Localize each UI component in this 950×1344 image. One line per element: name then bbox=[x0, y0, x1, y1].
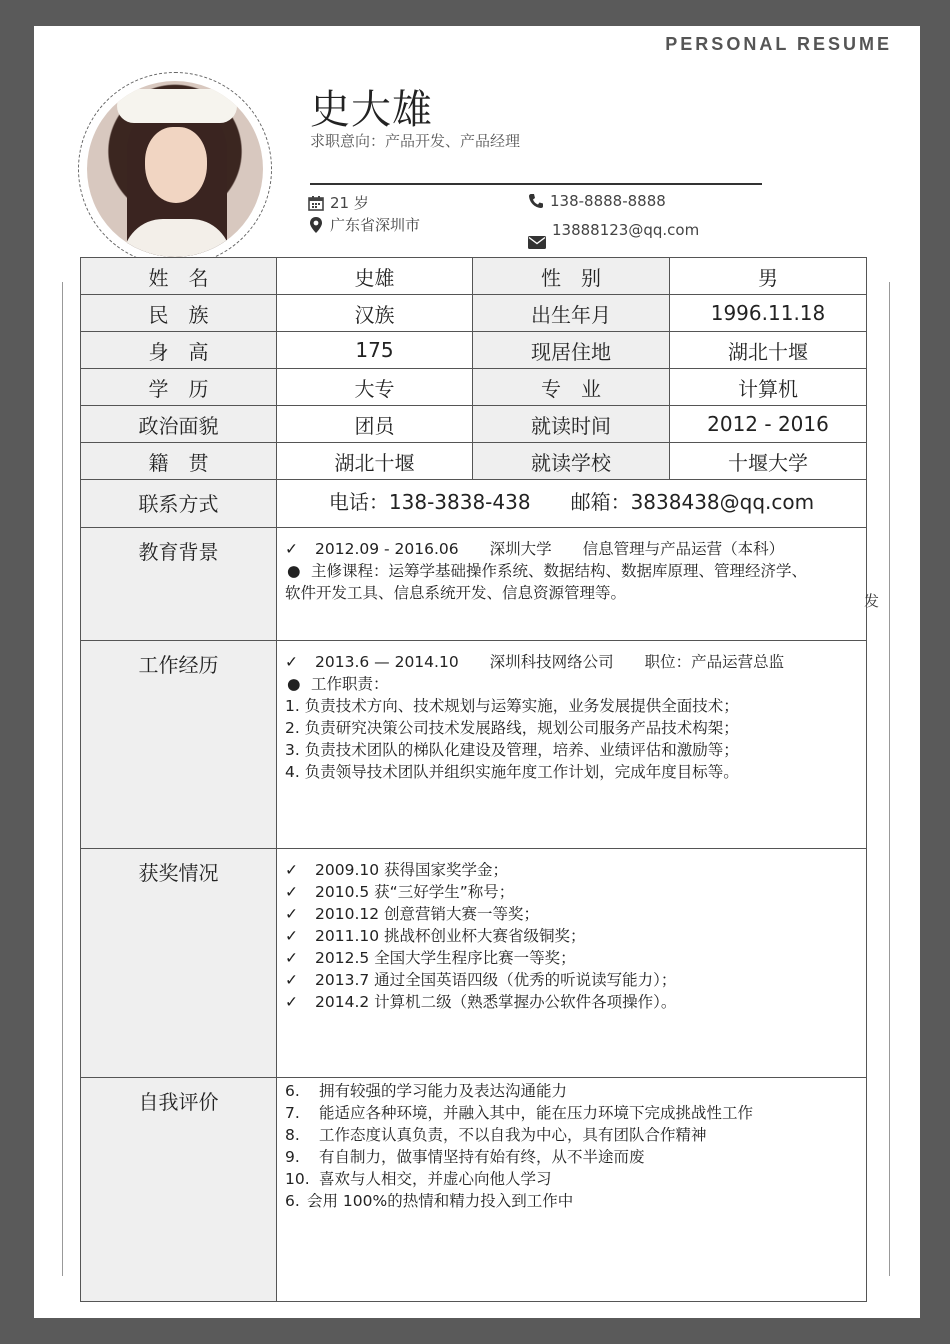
list-item bbox=[285, 1080, 858, 1102]
item-number: 7. bbox=[285, 1104, 300, 1122]
list-item bbox=[285, 969, 858, 991]
location-row bbox=[308, 214, 420, 235]
field-value: 1996.11.18 bbox=[670, 295, 867, 332]
item-number: 8. bbox=[285, 1126, 300, 1144]
resume-table bbox=[80, 257, 867, 1302]
work-label: 工作经历 bbox=[81, 641, 277, 849]
list-item bbox=[285, 859, 858, 881]
contact-label: 联系方式 bbox=[81, 480, 277, 528]
item-text: 工作态度认真负责，不以自我为中心，具有团队合作精神 bbox=[319, 1126, 707, 1144]
field-label: 就读时间 bbox=[473, 406, 670, 443]
field-value: 汉族 bbox=[277, 295, 473, 332]
list-item bbox=[285, 881, 858, 903]
education-label: 教育背景 bbox=[81, 528, 277, 641]
self-eval-row bbox=[81, 1078, 867, 1302]
award-text: 2014.2 计算机二级（熟悉掌握办公软件各项操作）。 bbox=[315, 993, 677, 1011]
work-row bbox=[81, 641, 867, 849]
field-label: 专 业 bbox=[473, 369, 670, 406]
field-value: 2012 - 2016 bbox=[670, 406, 867, 443]
award-text: 2013.7 通过全国英语四级（优秀的听说读写能力）； bbox=[315, 971, 677, 989]
award-text: 2010.5 获“三好学生”称号； bbox=[315, 883, 515, 901]
envelope-icon bbox=[528, 236, 546, 249]
field-label: 籍 贯 bbox=[81, 443, 277, 480]
list-item bbox=[285, 1124, 858, 1146]
education-courses-cont: 软件开发工具、信息系统开发、信息资源管理等。 bbox=[285, 584, 627, 602]
check-icon: ✓ bbox=[285, 653, 298, 671]
education-courses: 主修课程：运筹学基础操作系统、数据结构、数据库原理、管理经济学、 bbox=[311, 562, 808, 580]
awards-row bbox=[81, 849, 867, 1078]
item-text: 能适应各种环境，并融入其中，能在压力环境下完成挑战性工作 bbox=[319, 1104, 754, 1122]
list-item bbox=[285, 1190, 858, 1212]
list-item bbox=[285, 1146, 858, 1168]
education-entry: 2012.09 - 2016.06 深圳大学 信息管理与产品运营（本科） bbox=[315, 540, 785, 558]
phone-icon bbox=[528, 193, 544, 209]
field-label: 现居住地 bbox=[473, 332, 670, 369]
award-text: 2012.5 全国大学生程序比赛一等奖； bbox=[315, 949, 576, 967]
job-objective: 求职意向：产品开发、产品经理 bbox=[310, 132, 521, 150]
check-icon: ✓ bbox=[285, 540, 298, 558]
list-item bbox=[285, 925, 858, 947]
email-text: 13888123@qq.com bbox=[552, 220, 700, 239]
calendar-icon bbox=[308, 195, 324, 211]
table-row bbox=[81, 258, 867, 295]
education-content bbox=[277, 528, 867, 641]
check-icon: ✓ bbox=[285, 905, 298, 923]
photo-frame bbox=[78, 72, 272, 266]
stray-text: 发 bbox=[864, 592, 880, 610]
list-item bbox=[285, 1168, 858, 1190]
check-icon: ✓ bbox=[285, 993, 298, 1011]
field-label: 就读学校 bbox=[473, 443, 670, 480]
list-item: 2. 负责研究决策公司技术发展路线，规划公司服务产品技术构架； bbox=[285, 719, 739, 737]
check-icon: ✓ bbox=[285, 971, 298, 989]
self-eval-label: 自我评价 bbox=[81, 1078, 277, 1302]
field-label: 民 族 bbox=[81, 295, 277, 332]
table-row bbox=[81, 369, 867, 406]
email-row bbox=[528, 214, 699, 249]
item-number: 9. bbox=[285, 1148, 300, 1166]
check-icon: ✓ bbox=[285, 927, 298, 945]
bullet-icon: ● bbox=[287, 562, 301, 580]
field-value: 175 bbox=[277, 332, 473, 369]
candidate-name: 史大雄 bbox=[310, 87, 433, 133]
work-content bbox=[277, 641, 867, 849]
field-value: 团员 bbox=[277, 406, 473, 443]
check-icon: ✓ bbox=[285, 883, 298, 901]
table-row bbox=[81, 295, 867, 332]
field-value: 湖北十堰 bbox=[277, 443, 473, 480]
field-label: 身 高 bbox=[81, 332, 277, 369]
work-entry: 2013.6 — 2014.10 深圳科技网络公司 职位：产品运营总监 bbox=[315, 653, 785, 671]
item-number: 6. bbox=[285, 1082, 300, 1100]
list-item: 3. 负责技术团队的梯队化建设及管理，培养、业绩评估和激励等； bbox=[285, 741, 739, 759]
field-value: 湖北十堰 bbox=[670, 332, 867, 369]
age-text: 21 岁 bbox=[330, 194, 369, 212]
education-row bbox=[81, 528, 867, 641]
field-label: 姓 名 bbox=[81, 258, 277, 295]
age-row bbox=[308, 192, 369, 213]
field-value: 计算机 bbox=[670, 369, 867, 406]
phone-row bbox=[528, 192, 666, 210]
contact-value: 电话：138-3838-438 邮箱：3838438@qq.com bbox=[277, 480, 867, 528]
field-value: 史雄 bbox=[277, 258, 473, 295]
field-label: 政治面貌 bbox=[81, 406, 277, 443]
field-label: 性 别 bbox=[473, 258, 670, 295]
item-number: 10. bbox=[285, 1170, 310, 1188]
header-divider bbox=[310, 183, 762, 185]
awards-content bbox=[277, 849, 867, 1078]
phone-text: 138-8888-8888 bbox=[550, 192, 666, 210]
list-item bbox=[285, 947, 858, 969]
work-duties-title: 工作职责： bbox=[311, 675, 389, 693]
location-pin-icon bbox=[308, 216, 324, 234]
list-item bbox=[285, 903, 858, 925]
check-icon: ✓ bbox=[285, 949, 298, 967]
award-text: 2009.10 获得国家奖学金； bbox=[315, 861, 509, 879]
item-number: 6. bbox=[285, 1192, 300, 1210]
self-eval-content bbox=[277, 1078, 867, 1302]
list-item bbox=[285, 1102, 858, 1124]
list-item: 4. 负责领导技术团队并组织实施年度工作计划，完成年度目标等。 bbox=[285, 763, 739, 781]
field-value: 大专 bbox=[277, 369, 473, 406]
item-text: 拥有较强的学习能力及表达沟通能力 bbox=[319, 1082, 568, 1100]
item-text: 喜欢与人相交，并虚心向他人学习 bbox=[319, 1170, 552, 1188]
field-value: 男 bbox=[670, 258, 867, 295]
item-text: 有自制力，做事情坚持有始有终，从不半途而废 bbox=[319, 1148, 645, 1166]
contact-row bbox=[81, 480, 867, 528]
award-text: 2010.12 创意营销大赛一等奖； bbox=[315, 905, 540, 923]
location-text: 广东省深圳市 bbox=[330, 216, 421, 234]
page-title: PERSONAL RESUME bbox=[665, 34, 892, 54]
field-label: 学 历 bbox=[81, 369, 277, 406]
check-icon: ✓ bbox=[285, 861, 298, 879]
awards-label: 获奖情况 bbox=[81, 849, 277, 1078]
bullet-icon: ● bbox=[287, 675, 301, 693]
avatar bbox=[87, 81, 263, 257]
item-text: 会用 100%的热情和精力投入到工作中 bbox=[307, 1192, 574, 1210]
list-item bbox=[285, 991, 858, 1013]
list-item: 1. 负责技术方向、技术规划与运筹实施，业务发展提供全面技术； bbox=[285, 697, 739, 715]
field-value: 十堰大学 bbox=[670, 443, 867, 480]
field-label: 出生年月 bbox=[473, 295, 670, 332]
table-row bbox=[81, 406, 867, 443]
award-text: 2011.10 挑战杯创业杯大赛省级铜奖； bbox=[315, 927, 586, 945]
table-row bbox=[81, 443, 867, 480]
table-row bbox=[81, 332, 867, 369]
